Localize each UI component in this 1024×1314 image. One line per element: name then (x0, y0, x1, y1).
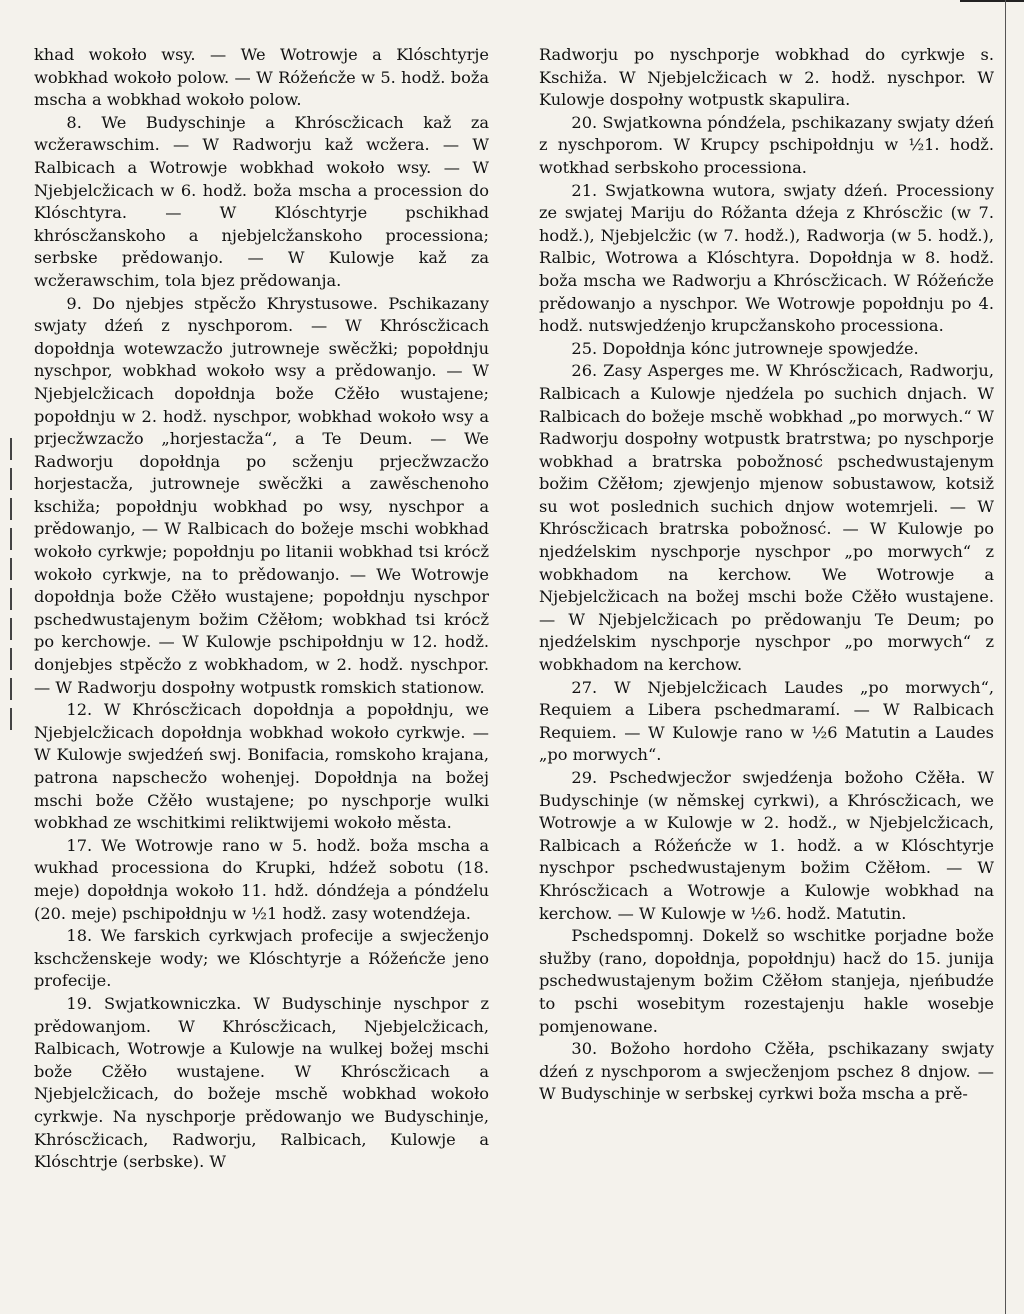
paragraph: 29. Pschedwjecžor swjedźenja božoho Cžěła. W Budyschinje (w němskej cyrkwi), a Khróscžicach, we Wotrowje a w Kulowje w 2. hodž., w Njebjelcžicach, Ralbicach a Róžeńcže w 1. hodž. a w Klóschtyrje nyschpor pschedwustajenym božim Cžěłom. — W Khróscžicach a Wotrowje a Kulowje wobkhad na kerchow. — W Kulowje w ½6. hodž. Matutin. (539, 768, 994, 923)
paragraph: 27. W Njebjelcžicach Laudes „po morwych“, Requiem a Libera pschedmaramí. — W Ralbicach Requiem. — W Kulowje rano w ½6 Matutin a Laudes „po morwych“. (539, 677, 994, 765)
paragraph: 20. Swjatkowna póndźela, pschikazany swjaty dźeń z nyschporom. W Krupcy pschipołdnju w ½1. hodž. wotkhad serbskoho processiona. (539, 112, 994, 177)
paragraph: 26. Zasy Asperges me. W Khróscžicach, Radworju, Ralbicach a Kulowje njedźela po suchich dnjach. W Ralbicach do božeje mschě wobkhad „po morwych.“ W Radworju dospołny wotpustk bratrstwa; po nyschporje wobkhad a bratrska pobožnosć pschedwustajenym božim Cžěłom; zjewjenjo mjenow sobustawow, kotsiž su wot poslednich suchich dnjow wotemrjeli. — W Khróscžicach bratrska pobožnosć. — W Kulowje po njedźelskim nyschporje nyschpor „po morwych“ z wobkhadom na kerchow. We Wotrowje a Njebjelcžicach na božej mschi bože Cžěło wustajene. — W Njebjelcžicach po prědowanju Te Deum; po njedźelskim nyschporje nyschpor „po morwych“ z wobkhadom na kerchow. (539, 361, 994, 675)
right-column (539, 44, 994, 1174)
margin-marks (6, 430, 18, 790)
paragraph: 9. Do njebjes stpěcžo Khrystusowe. Pschikazany swjaty dźeń z nyschporom. — W Khróscžicach dopołdnja wotewzacžo jutrowneje swěcžki; popołdnju nyschpor, wobkhad wokoło wsy a prědowanjo. — W Njebjelcžicach dopołdnja bože Cžěło wustajene; popołdnju w 2. hodž. nyschpor, wobkhad wokoło wsy a prjecžwzacžo „horjestacža“, a Te Deum. — We Radworju dopołdnja po scženju prjecžwzacžo horjestacža, jutrowneje swěcžki a zawěschenoho kschiža; popołdnju wobkhad po wsy, nyschpor a prědowanjo, — W Ralbicach do božeje mschi wobkhad wokoło cyrkwje; popołdnju po litanii wobkhad tsi krócž wokoło cyrkwje, na to prědowanjo. — We Wotrowje dopołdnja bože Cžěło wustajene; popołdnju nyschpor pschedwustajenym božim Cžěłom; wobkhad tsi krócž po kerchowje. — W Kulowje pschipołdnju w 12. hodž. donjebjes stpěcžo z wobkhadom, w 2. hodž. nyschpor. — W Radworju dospołny wotpustk romskich stationow. (34, 293, 489, 697)
paragraph: 21. Swjatkowna wutora, swjaty dźeń. Processiony ze swjatej Mariju do Róžanta dźeja z Khróscžic (w 7. hodž.), Njebjelcžic (w 7. hodž.), Radworja (w 5. hodž.), Ralbic, Wotrowa a Klóschtyra. Dopołdnja w 8. hodž. boža mscha we Radworju a Khróscžicach. W Róžeńcže prědowanjo a nyschpor. We Wotrowje popołdnju po 4. hodž. nutswjedźenjo krupcžanskoho processiona. (539, 180, 994, 336)
two-columns (34, 44, 994, 1174)
left-column (34, 44, 489, 1174)
paragraph: 25. Dopołdnja kónc jutrowneje spowjedźe. (571, 338, 919, 358)
top-rule (960, 0, 1024, 2)
paragraph: 17. We Wotrowje rano w 5. hodž. boža mscha a wukhad processiona do Krupki, hdźež sobotu (18. meje) dopołdnja wokoło 11. hdž. dóndźeja a póndźelu (20. meje) pschipołdnju w ½1 hodž. zasy wotendźeja. (34, 835, 489, 923)
paragraph: khad wokoło wsy. — We Wotrowje a Klóschtyrje wobkhad wokoło polow. — W Róžeńcže w 5. hodž. boža mscha a wobkhad wokoło polow. (34, 45, 489, 110)
paragraph: 19. Swjatkowniczka. W Budyschinje nyschpor z prědowanjom. W Khróscžicach, Njebjelcžicach, Ralbicach, Wotrowje a Kulowje na wulkej božej mschi bože Cžěło wustajene. W Khróscžicach a Njebjelcžicach, do božeje mschě wobkhad wokoło cyrkwje. Na nyschporje prědowanjo we Budyschinje, Khróscžicach, Radworju, Ralbicach, Kulowje a Klóschtrje (serbske). W (34, 993, 489, 1172)
paragraph: 12. W Khróscžicach dopołdnja a popołdnju, we Njebjelcžicach dopołdnja wobkhad wokoło cyrkwje. — W Kulowje swjedźeń swj. Bonifacia, romskoho krajana, patrona napschecžo wohenjej. Dopołdnja na božej mschi bože Cžěło wustajene; po nyschporje wulki wobkhad ze wschitkimi reliktwijemi wokoło města. (34, 700, 489, 833)
paragraph: Pschedspomnj. Dokelž so wschitke porjadne bože słužby (rano, dopołdnja, popołdnju) hacž do 15. junija pschedwustajenym božim Cžěłom stanjeja, njeńbudźe to pschi wosebitym rozestajenju hakle wosebje pomjenowane. (539, 926, 994, 1036)
paragraph: 18. We farskich cyrkwjach profecije a swjecženjo kschcženskeje wody; we Klóschtyrje a Róžeńcže jeno profecije. (34, 926, 489, 991)
paragraph: Radworju po nyschporje wobkhad do cyrkwje s. Kschiža. W Njebjelcžicach w 2. hodž. nyschpor. W Kulowje dospołny wotpustk skapulira. (539, 45, 994, 110)
paragraph: 30. Božoho hordoho Cžěła, pschikazany swjaty dźeń z nyschporom a swjecženjom pschez 8 dnjow. — W Budyschinje w serbskej cyrkwi boža mscha a prě- (539, 1039, 994, 1104)
paragraph: 8. We Budyschinje a Khróscžicach kaž za wcžerawschim. — W Radworju kaž wcžera. — W Ralbicach a Wotrowje wobkhad wokoło wsy. — W Njebjelcžicach w 6. hodž. boža mscha a procession do Klóschtyra. — W Klóschtyrje pschikhad khróscžanskoho a njebjelcžanskoho processiona; serbske prědowanjo. — W Kulowje kaž za wcžerawschim, tola bjez prědowanja. (34, 112, 489, 290)
right-edge-rule (1005, 0, 1006, 1314)
